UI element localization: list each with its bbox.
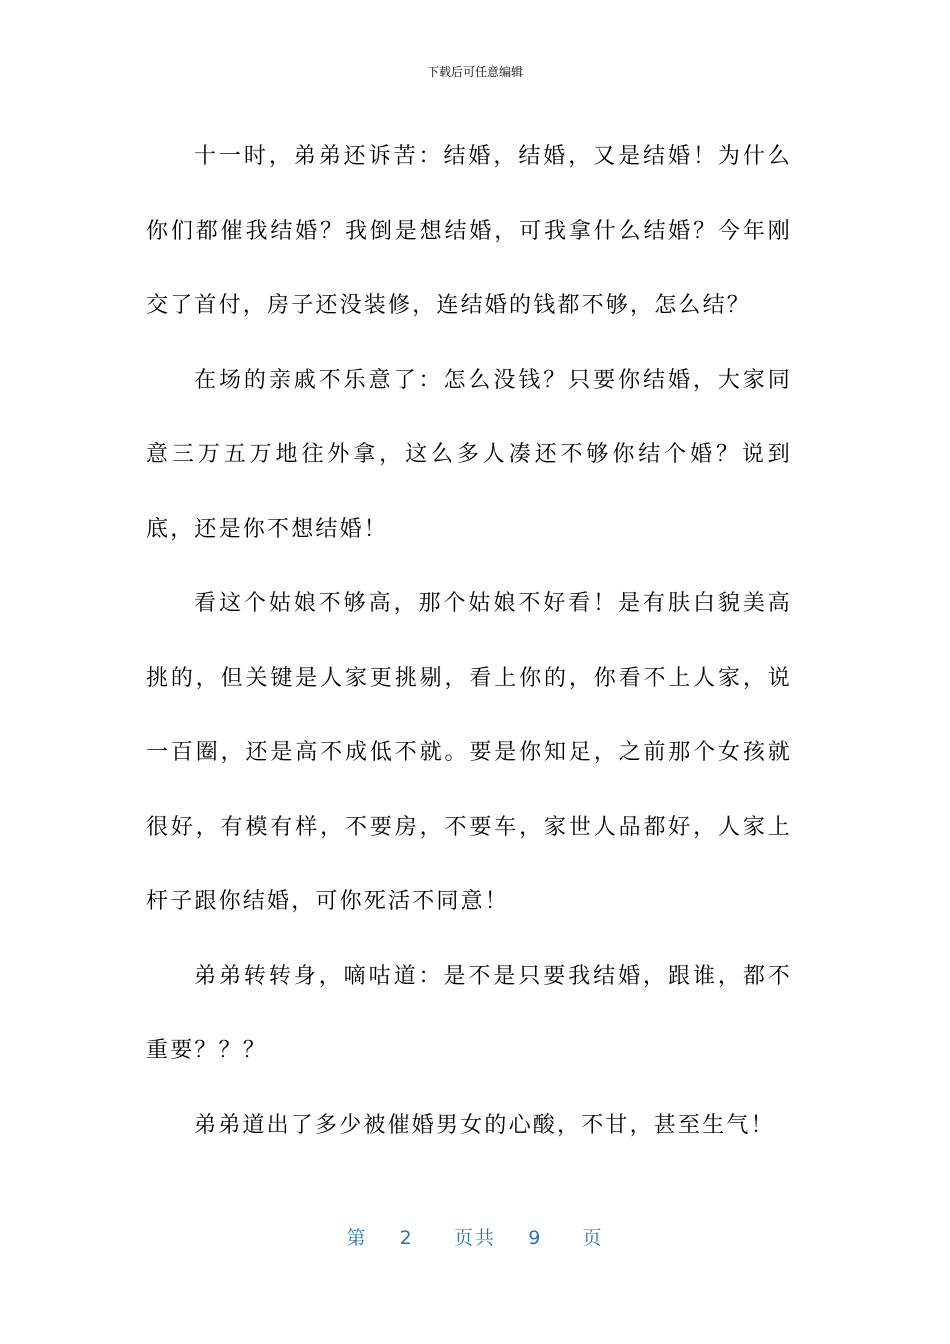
page-header: 下载后可任意编辑	[426, 65, 523, 79]
current-page-number: 2	[399, 1227, 414, 1249]
paragraph: 在场的亲戚不乐意了：怎么没钱？只要你结婚，大家同意三万五万地往外拿，这么多人凑还不够你结个婚？说到底，还是你不想结婚！	[146, 367, 792, 542]
page-label-prefix: 第	[346, 1227, 368, 1249]
paragraph: 看这个姑娘不够高，那个姑娘不好看！是有肤白貌美高挑的，但关键是人家更挑剔，看上你的，你看不上人家，说一百圈，还是高不成低不就。要是你知足，之前那个女孩就很好，有模有样，不要房，不要车，家世人品都好，人家上杆子跟你结婚，可你死活不同意！	[146, 591, 792, 914]
paragraph: 弟弟转转身，嘀咕道：是不是只要我结婚，跟谁，都不重要？？？	[146, 963, 792, 1063]
document-body	[146, 120, 792, 1163]
paragraph: 十一时，弟弟还诉苦：结婚，结婚，又是结婚！为什么你们都催我结婚？我倒是想结婚，可我拿什么结婚？今年刚交了首付，房子还没装修，连结婚的钱都不够，怎么结？	[146, 144, 792, 318]
page-label-middle: 页共	[453, 1227, 496, 1249]
paragraph: 弟弟道出了多少被催婚男女的心酸，不甘，甚至生气！	[194, 1112, 775, 1138]
total-pages-number: 9	[528, 1227, 543, 1249]
page-label-suffix: 页	[582, 1227, 604, 1249]
page-footer	[0, 1224, 950, 1252]
